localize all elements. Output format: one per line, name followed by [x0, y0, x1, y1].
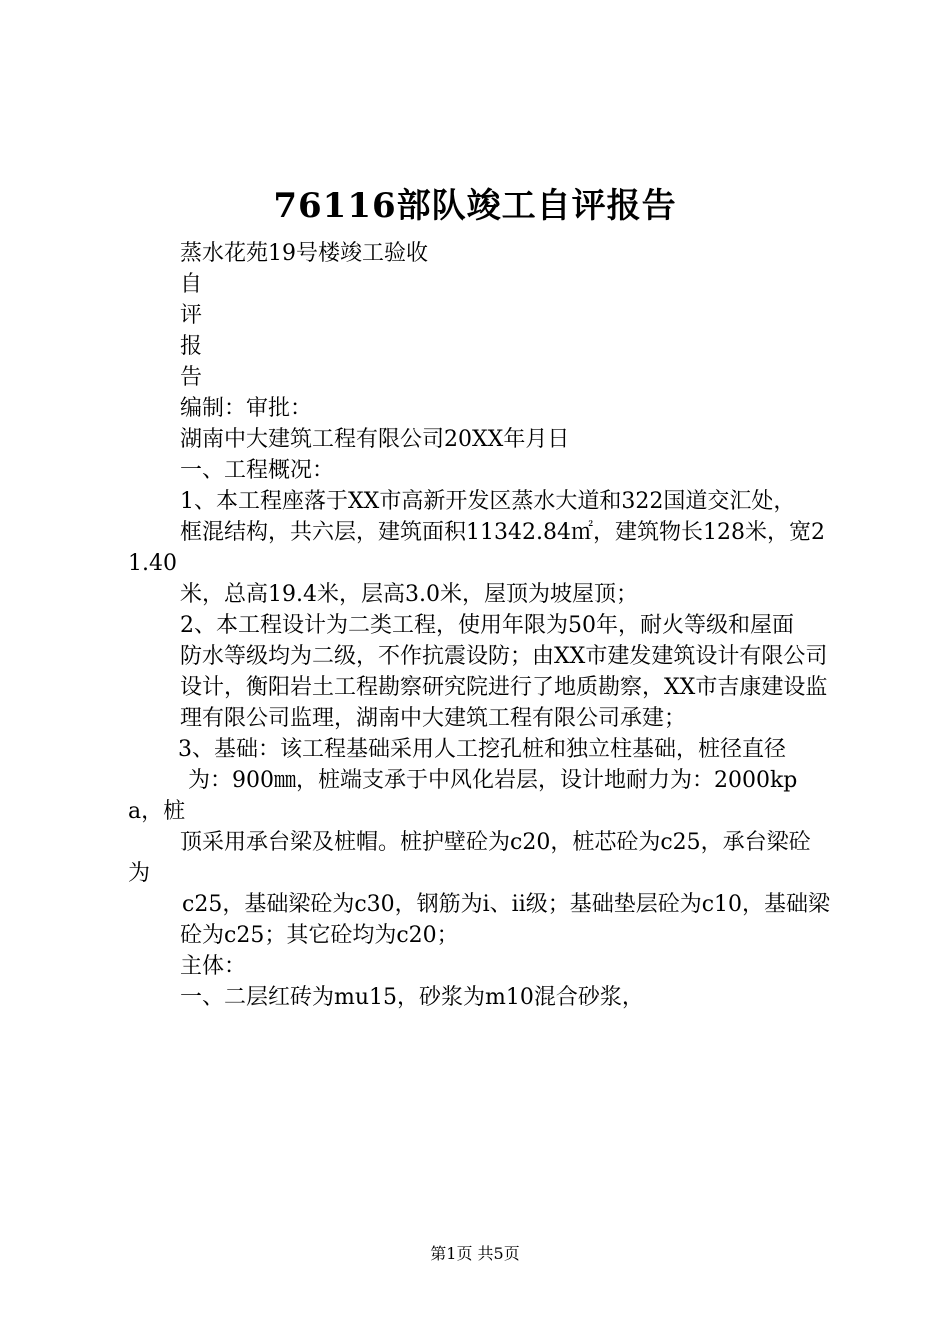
paragraph-line: 3、基础：该工程基础采用人工挖孔桩和独立柱基础，桩径直径 [178, 737, 786, 762]
paragraph-line: 防水等级均为二级，不作抗震设防；由XX市建发建筑设计有限公司 [180, 644, 828, 669]
paragraph-line: 蒸水花苑19号楼竣工验收 [180, 241, 428, 266]
section-heading: 一、工程概况： [180, 458, 335, 483]
paragraph-line: 告 [180, 365, 203, 390]
paragraph-line: 米，总高19.4米，层高3.0米，屋顶为坡屋顶； [180, 582, 638, 607]
paragraph-line: 自 [180, 272, 203, 297]
paragraph-line: 评 [180, 303, 203, 328]
paragraph-line: c25，基础梁砼为c30，钢筋为i、ii级；基础垫层砼为c10，基础梁 [182, 892, 831, 917]
paragraph-line: 编制：审批： [180, 396, 313, 421]
paragraph-line: 1、本工程座落于XX市高新开发区蒸水大道和322国道交汇处， [180, 489, 796, 514]
paragraph-line: 为：900㎜，桩端支承于中风化岩层，设计地耐力为：2000kpa，桩 [128, 768, 798, 824]
document-body [128, 238, 832, 1013]
paragraph-line: 报 [180, 334, 203, 359]
paragraph-line: 砼为c25；其它砼均为c20； [180, 923, 459, 948]
page-footer: 第1页 共5页 [430, 1244, 520, 1263]
section-heading: 主体： [180, 954, 247, 979]
paragraph-line: 理有限公司监理，湖南中大建筑工程有限公司承建； [180, 706, 687, 731]
paragraph-line: 湖南中大建筑工程有限公司20XX年月日 [180, 427, 570, 452]
document-title: 76116部队竣工自评报告 [273, 186, 677, 226]
paragraph-line: 一、二层红砖为mu15，砂浆为m10混合砂浆， [180, 985, 644, 1010]
paragraph-line: 2、本工程设计为二类工程，使用年限为50年，耐火等级和屋面 [180, 613, 794, 638]
paragraph-line: 顶采用承台梁及桩帽。桩护壁砼为c20，桩芯砼为c25，承台梁砼为 [128, 830, 811, 886]
paragraph-line: 框混结构，共六层，建筑面积11342.84㎡，建筑物长128米，宽21.40 [128, 520, 825, 576]
paragraph-line: 设计，衡阳岩土工程勘察研究院进行了地质勘察，XX市吉康建设监 [180, 675, 828, 700]
